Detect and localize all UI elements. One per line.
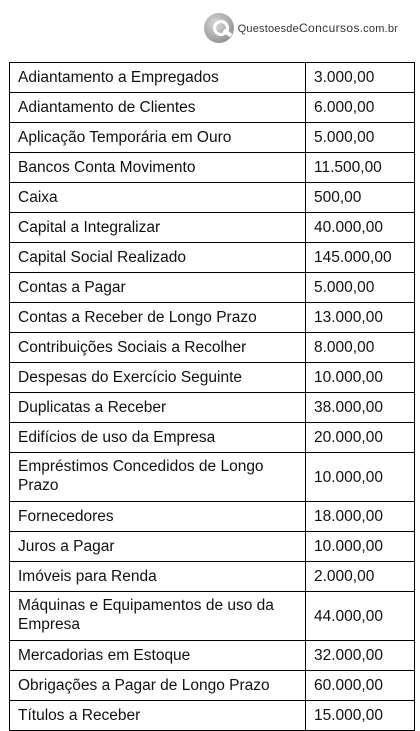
account-name-cell: Capital a Integralizar	[10, 213, 306, 243]
account-value-cell: 40.000,00	[306, 213, 415, 243]
account-name-cell: Mercadorias em Estoque	[10, 641, 306, 671]
account-value-cell: 10.000,00	[306, 532, 415, 562]
table-row	[10, 562, 415, 592]
account-value-cell: 2.000,00	[306, 562, 415, 592]
logo-text-prefix: Questoesde	[237, 23, 299, 35]
account-value-cell: 44.000,00	[306, 592, 415, 641]
page-header	[0, 0, 420, 58]
account-name-cell: Bancos Conta Movimento	[10, 153, 306, 183]
table-row	[10, 303, 415, 333]
table-row	[10, 453, 415, 502]
account-name-cell: Edifícios de uso da Empresa	[10, 423, 306, 453]
logo-text-suffix: .com.br	[359, 23, 398, 35]
table-row	[10, 243, 415, 273]
account-value-cell: 11.500,00	[306, 153, 415, 183]
table-row	[10, 153, 415, 183]
table-row	[10, 123, 415, 153]
account-value-cell: 8.000,00	[306, 333, 415, 363]
accounts-table	[9, 62, 415, 731]
table-row	[10, 592, 415, 641]
account-value-cell: 18.000,00	[306, 502, 415, 532]
account-name-cell: Fornecedores	[10, 502, 306, 532]
account-name-cell: Capital Social Realizado	[10, 243, 306, 273]
table-row	[10, 671, 415, 701]
account-value-cell: 60.000,00	[306, 671, 415, 701]
account-name-cell: Contas a Pagar	[10, 273, 306, 303]
table-row	[10, 273, 415, 303]
account-name-cell: Adiantamento a Empregados	[10, 63, 306, 93]
table-row	[10, 423, 415, 453]
logo-text-caps: Concursos	[298, 21, 360, 35]
table-row	[10, 93, 415, 123]
account-name-cell: Obrigações a Pagar de Longo Prazo	[10, 671, 306, 701]
account-value-cell: 500,00	[306, 183, 415, 213]
account-name-cell: Contribuições Sociais a Recolher	[10, 333, 306, 363]
account-name-cell: Contas a Receber de Longo Prazo	[10, 303, 306, 333]
table-row	[10, 183, 415, 213]
account-value-cell: 10.000,00	[306, 453, 415, 502]
table-row	[10, 363, 415, 393]
table-row	[10, 502, 415, 532]
table-row	[10, 393, 415, 423]
account-name-cell: Adiantamento de Clientes	[10, 93, 306, 123]
table-row	[10, 532, 415, 562]
table-row	[10, 641, 415, 671]
account-value-cell: 5.000,00	[306, 123, 415, 153]
logo-text	[238, 21, 398, 35]
account-value-cell: 3.000,00	[306, 63, 415, 93]
account-value-cell: 20.000,00	[306, 423, 415, 453]
account-name-cell: Caixa	[10, 183, 306, 213]
account-value-cell: 6.000,00	[306, 93, 415, 123]
account-name-cell: Máquinas e Equipamentos de uso da Empresa	[10, 592, 306, 641]
account-value-cell: 15.000,00	[306, 701, 415, 731]
table-row	[10, 701, 415, 731]
account-value-cell: 5.000,00	[306, 273, 415, 303]
account-name-cell: Empréstimos Concedidos de Longo Prazo	[10, 453, 306, 502]
account-value-cell: 32.000,00	[306, 641, 415, 671]
logo-magnifier-icon	[204, 13, 234, 43]
account-value-cell: 10.000,00	[306, 363, 415, 393]
account-name-cell: Juros a Pagar	[10, 532, 306, 562]
table-row	[10, 213, 415, 243]
account-name-cell: Duplicatas a Receber	[10, 393, 306, 423]
account-name-cell: Despesas do Exercício Seguinte	[10, 363, 306, 393]
table-row	[10, 63, 415, 93]
account-value-cell: 145.000,00	[306, 243, 415, 273]
table-row	[10, 333, 415, 363]
account-value-cell: 38.000,00	[306, 393, 415, 423]
site-logo[interactable]	[204, 10, 398, 46]
account-name-cell: Imóveis para Renda	[10, 562, 306, 592]
account-value-cell: 13.000,00	[306, 303, 415, 333]
account-name-cell: Aplicação Temporária em Ouro	[10, 123, 306, 153]
account-name-cell: Títulos a Receber	[10, 701, 306, 731]
